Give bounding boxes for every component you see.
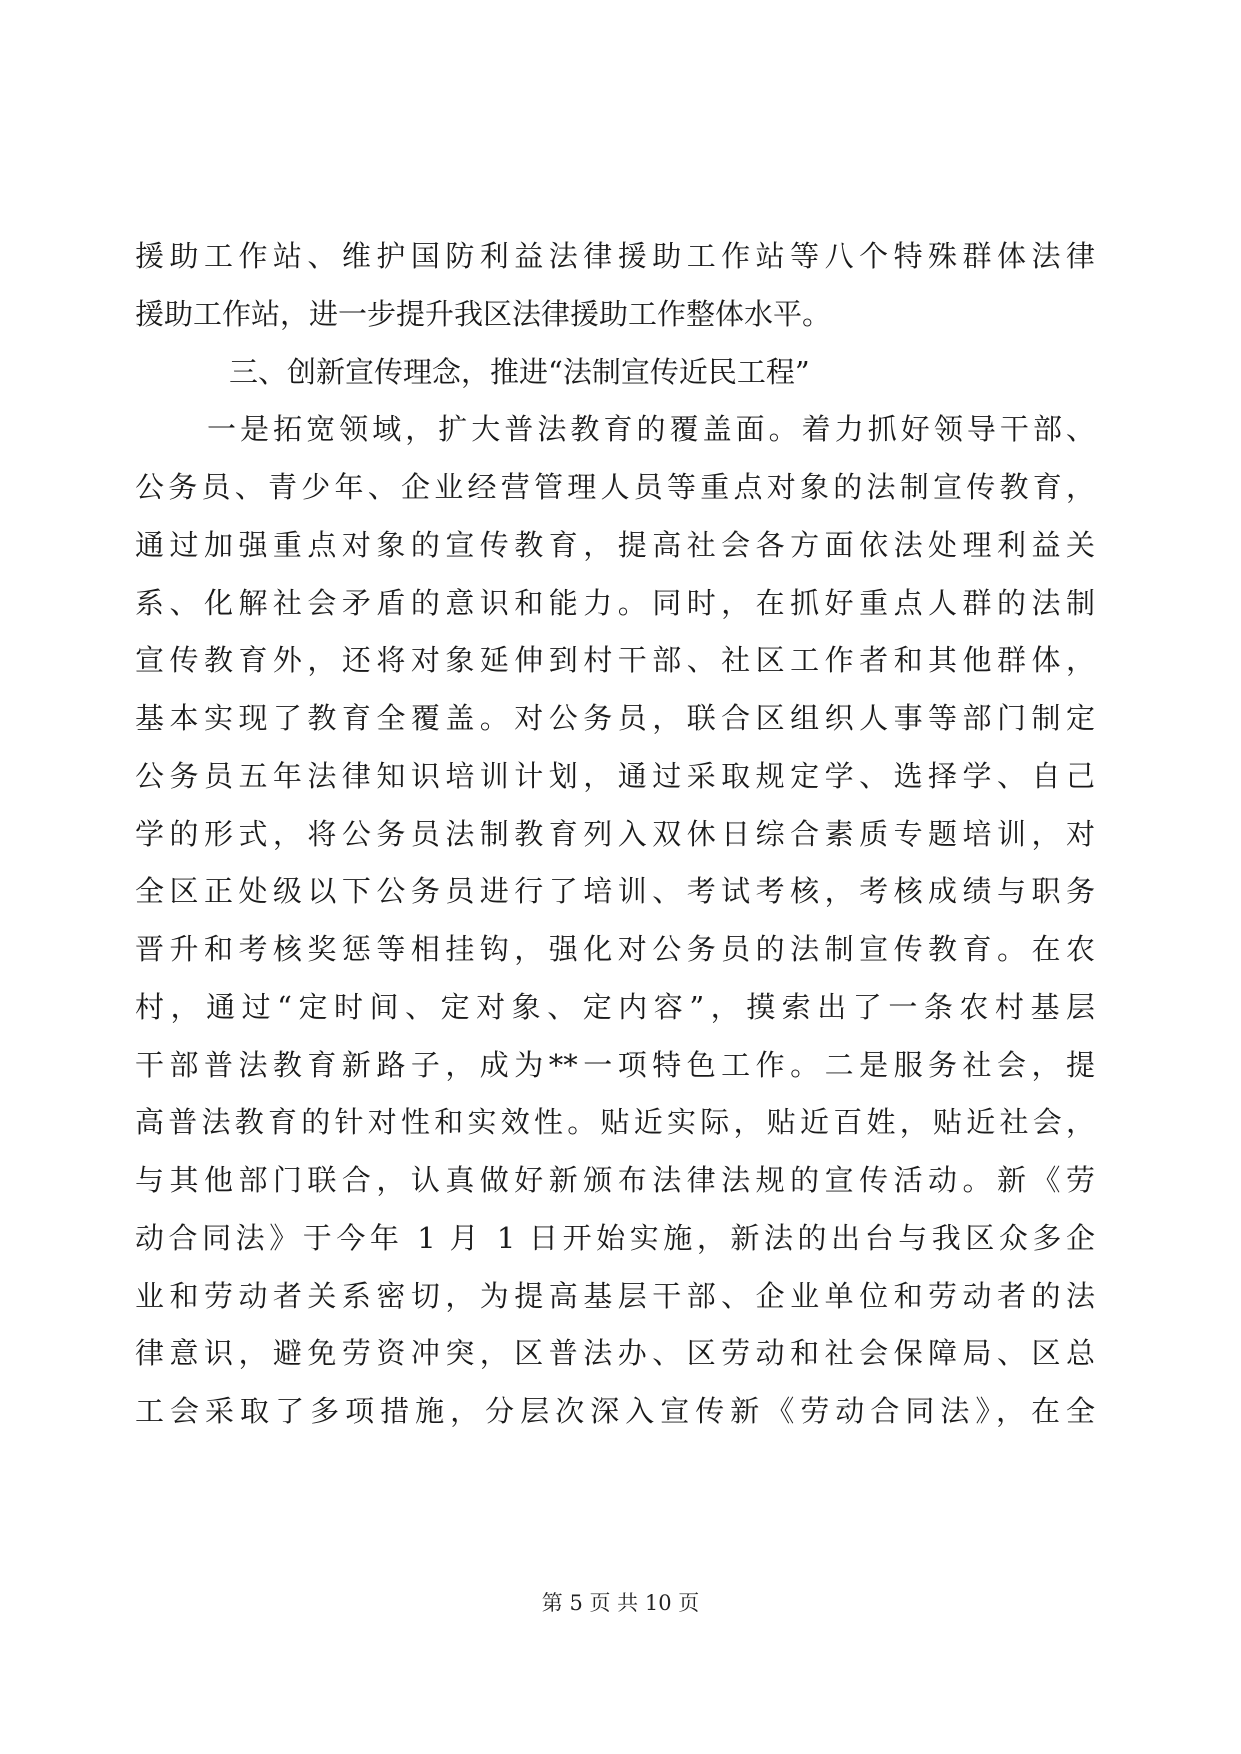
text-line: 通过加强重点对象的宣传教育，提高社会各方面依法处理利益关 xyxy=(135,527,1095,562)
text-line: 干部普法教育新路子，成为**一项特色工作。二是服务社会，提 xyxy=(135,1047,1095,1082)
text-line: 公务员、青少年、企业经营管理人员等重点对象的法制宣传教育， xyxy=(135,470,1095,504)
text-line: 系、化解社会矛盾的意识和能力。同时，在抓好重点人群的法制 xyxy=(135,585,1095,620)
page-number-footer: 第 5 页 共 10 页 xyxy=(541,1591,700,1615)
text-line: 村，通过“定时间、定对象、定内容”，摸索出了一条农村基层 xyxy=(135,989,1095,1024)
text-line: 援助工作站，进一步提升我区法律援助工作整体水平。 xyxy=(135,296,832,331)
text-line: 律意识，避免劳资冲突，区普法办、区劳动和社会保障局、区总 xyxy=(135,1336,1095,1371)
text-line: 动合同法》于今年 1 月 1 日开始实施，新法的出台与我区众多企 xyxy=(135,1220,1095,1255)
text-line: 一是拓宽领域，扩大普法教育的覆盖面。着力抓好领导干部、 xyxy=(207,412,1095,447)
text-line: 援助工作站、维护国防利益法律援助工作站等八个特殊群体法律 xyxy=(135,239,1095,273)
text-line: 高普法教育的针对性和实效性。贴近实际，贴近百姓，贴近社会， xyxy=(135,1105,1095,1140)
text-line: 晋升和考核奖惩等相挂钩，强化对公务员的法制宣传教育。在农 xyxy=(135,932,1095,966)
text-line: 学的形式，将公务员法制教育列入双休日综合素质专题培训，对 xyxy=(135,816,1095,851)
text-line: 业和劳动者关系密切，为提高基层干部、企业单位和劳动者的法 xyxy=(135,1278,1095,1313)
text-line: 宣传教育外，还将对象延伸到村干部、社区工作者和其他群体， xyxy=(135,643,1095,678)
body-text xyxy=(135,228,1095,1441)
text-line: 全区正处级以下公务员进行了培训、考试考核，考核成绩与职务 xyxy=(135,874,1095,909)
text-line: 公务员五年法律知识培训计划，通过采取规定学、选择学、自己 xyxy=(135,758,1095,793)
section-heading: 三、创新宣传理念，推进“法制宣传近民工程” xyxy=(229,354,810,389)
text-line: 工会采取了多项措施，分层次深入宣传新《劳动合同法》，在全 xyxy=(135,1394,1095,1428)
text-line: 基本实现了教育全覆盖。对公务员，联合区组织人事等部门制定 xyxy=(135,701,1095,735)
text-line: 与其他部门联合，认真做好新颁布法律法规的宣传活动。新《劳 xyxy=(135,1163,1095,1197)
